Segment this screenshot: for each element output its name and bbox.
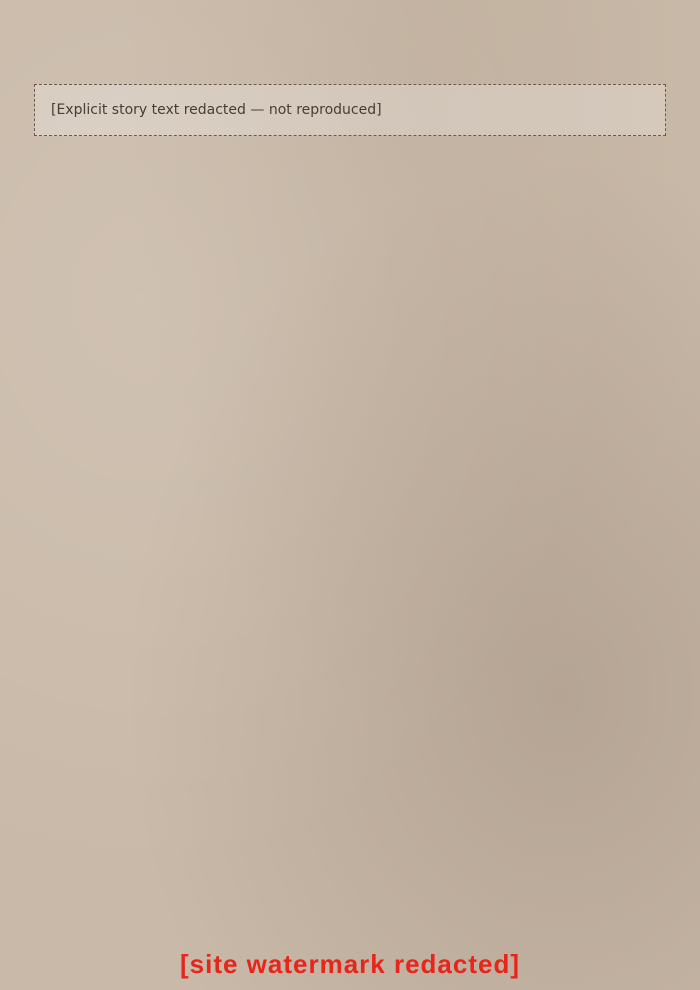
redaction-notice: [Explicit story text redacted — not reproduced] xyxy=(34,84,666,136)
story-text xyxy=(0,0,700,202)
site-watermark: [site watermark redacted] xyxy=(179,949,521,979)
